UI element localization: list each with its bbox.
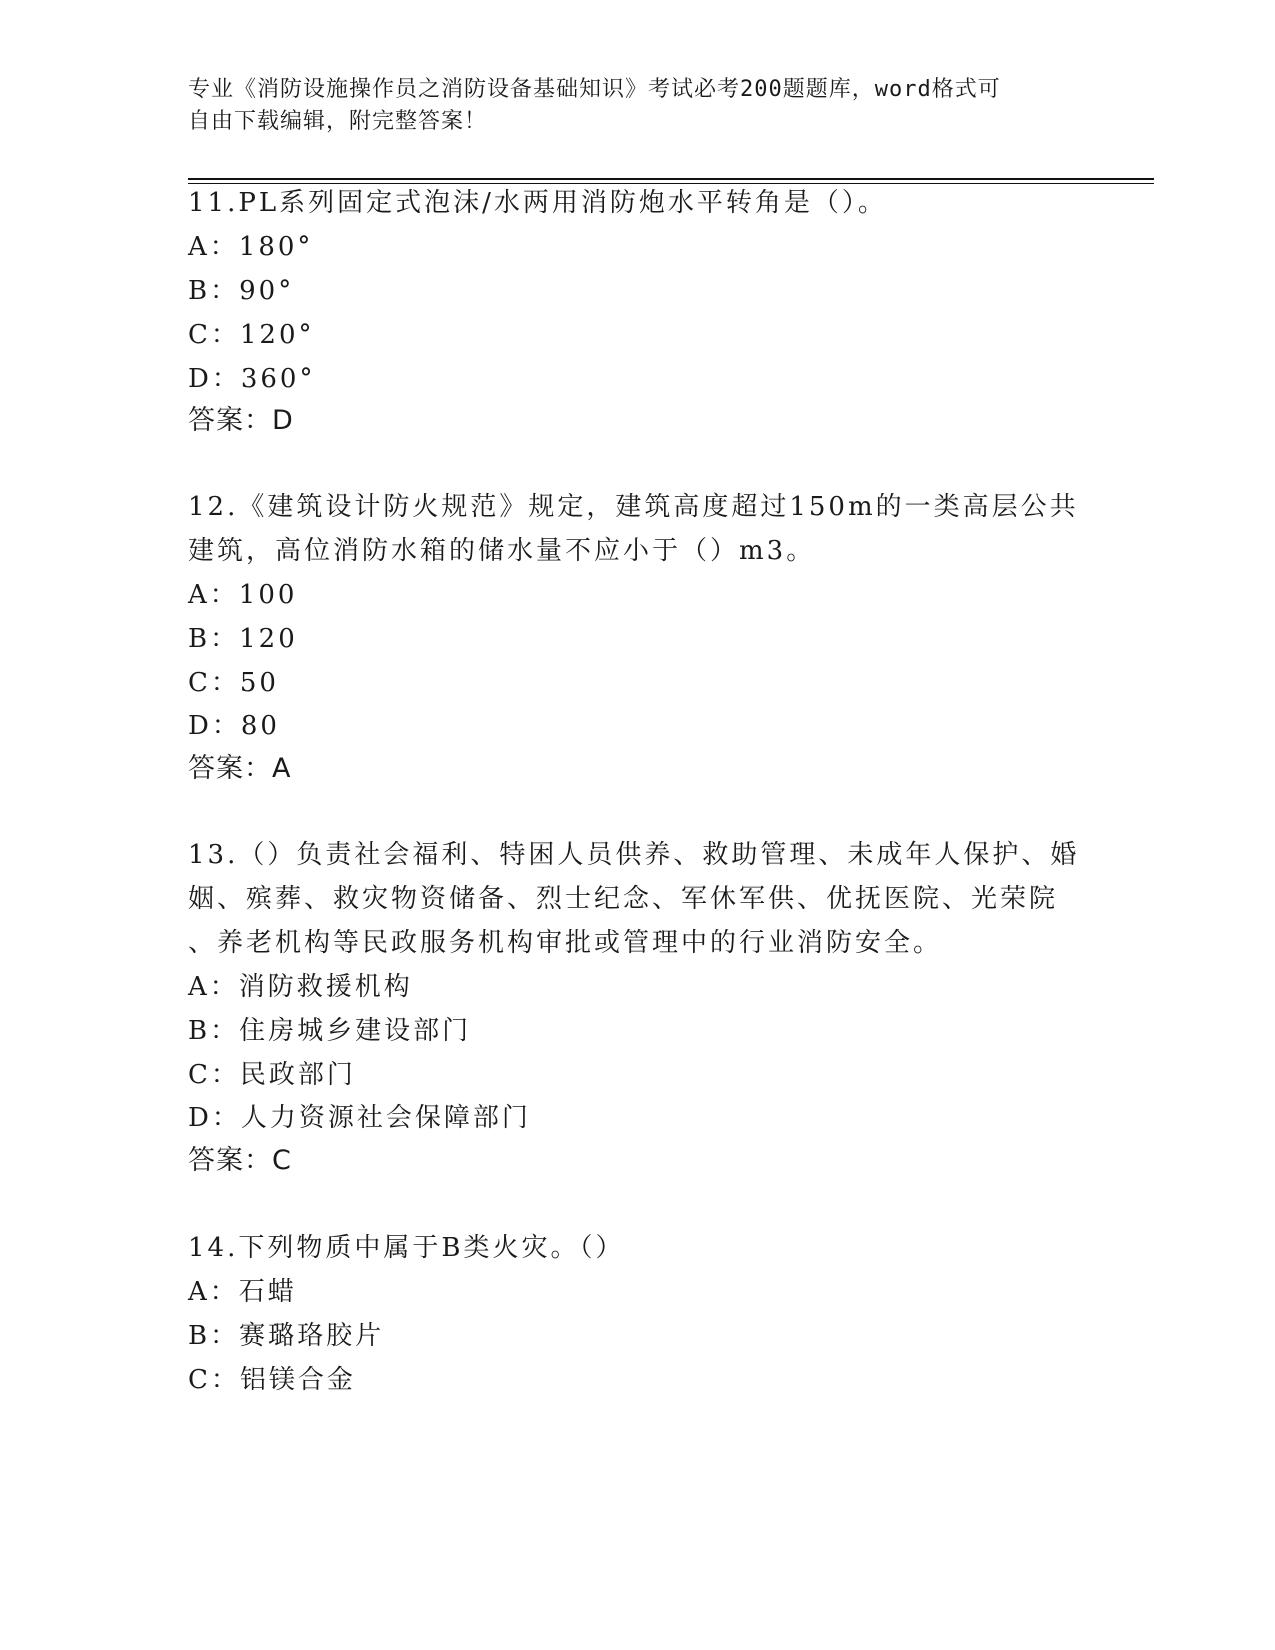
question-11-stem: 11.PL系列固定式泡沫/水两用消防炮水平转角是（）。 [188, 188, 887, 218]
question-13-stem-line-1: 13.（）负责社会福利、特困人员供养、救助管理、未成年人保护、婚 [188, 840, 1080, 870]
question-13-option-c: C：民政部门 [188, 1060, 356, 1090]
question-14-option-c: C：铝镁合金 [188, 1365, 356, 1395]
question-13-stem-line-2: 姻、殡葬、救灾物资储备、烈士纪念、军休军供、优抚医院、光荣院 [188, 884, 1059, 914]
question-13-option-a: A：消防救援机构 [188, 972, 413, 1002]
question-11-option-b: B：90° [188, 276, 295, 306]
question-11-option-c: C：120° [188, 320, 315, 350]
question-11-option-a: A：180° [188, 232, 314, 262]
question-12-stem-line-1: 12.《建筑设计防火规范》规定，建筑高度超过150m的一类高层公共 [188, 492, 1079, 522]
question-12-answer: 答案：A [188, 753, 292, 784]
question-12-stem-line-2: 建筑，高位消防水箱的储水量不应小于（）m3。 [188, 536, 816, 566]
question-11-option-d: D：360° [188, 364, 316, 394]
question-11-answer: 答案：D [188, 405, 294, 436]
question-14-stem: 14.下列物质中属于B类火灾。（） [188, 1233, 625, 1263]
question-12-option-c: C：50 [188, 668, 279, 698]
question-13-option-d: D：人力资源社会保障部门 [188, 1103, 531, 1133]
header-line-2: 自由下载编辑，附完整答案！ [188, 109, 488, 134]
header-divider-thin [188, 183, 1154, 184]
question-13-stem-line-3: 、养老机构等民政服务机构审批或管理中的行业消防安全。 [188, 928, 943, 958]
header-line-1: 专业《消防设施操作员之消防设备基础知识》考试必考200题题库，word格式可 [188, 77, 1001, 102]
question-14-option-b: B：赛璐珞胶片 [188, 1321, 385, 1351]
question-13-option-b: B：住房城乡建设部门 [188, 1016, 472, 1046]
header-divider-thick [188, 178, 1154, 180]
document-header [188, 74, 1088, 138]
question-12-option-b: B：120 [188, 624, 298, 654]
question-12-option-a: A：100 [188, 580, 298, 610]
question-14-option-a: A：石蜡 [188, 1277, 297, 1307]
question-12-option-d: D：80 [188, 711, 280, 741]
question-13-answer: 答案：C [188, 1145, 292, 1176]
